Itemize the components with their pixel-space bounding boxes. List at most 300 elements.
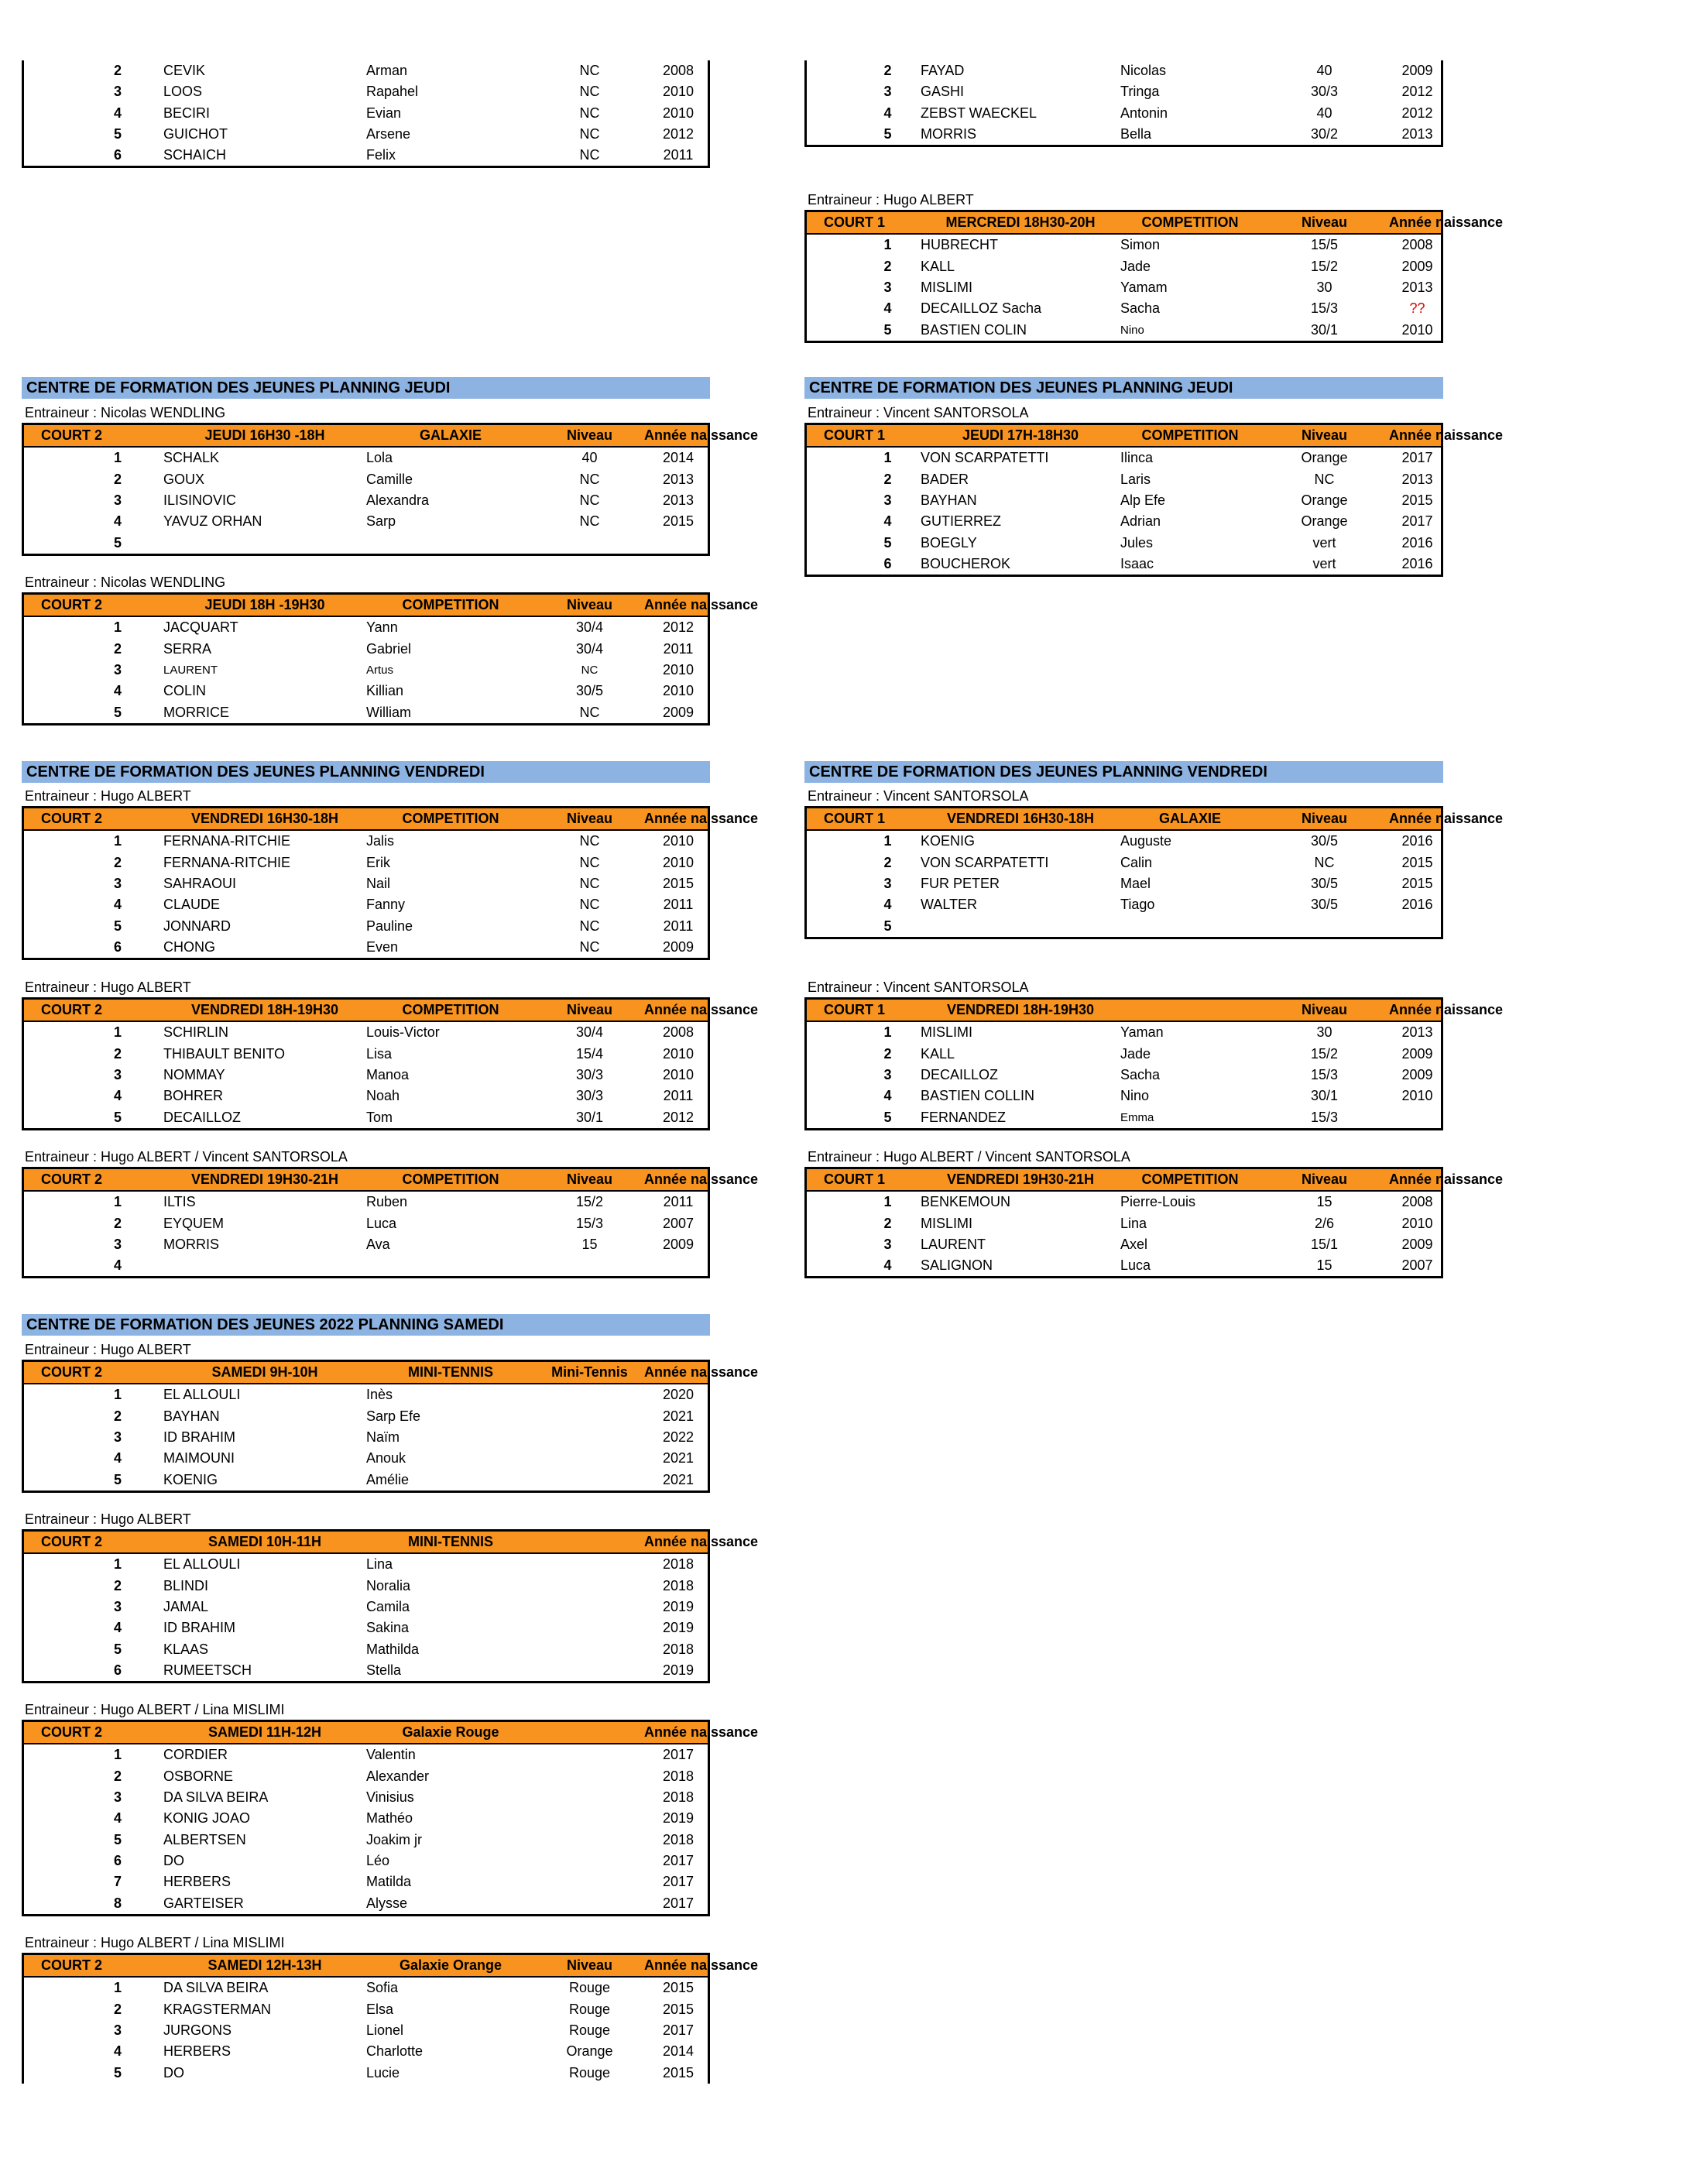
row-number: 3	[883, 1067, 892, 1083]
first-name: Matilda	[366, 1874, 412, 1890]
table-row	[807, 852, 1441, 873]
first-name: Mathilda	[366, 1641, 420, 1657]
first-name: Naïm	[366, 1429, 400, 1446]
last-name: JAMAL	[163, 1599, 209, 1615]
birth-year: 2014	[662, 450, 695, 466]
birth-year: 2017	[662, 1895, 695, 1911]
last-name: THIBAULT BENITO	[163, 1045, 286, 1062]
last-name: DA SILVA BEIRA	[163, 1980, 269, 1996]
last-name: ID BRAHIM	[163, 1429, 236, 1446]
row-number: 2	[113, 1768, 122, 1784]
birth-year: ??	[1409, 300, 1425, 317]
table-row	[24, 469, 708, 490]
birth-year: 2011	[663, 1194, 694, 1210]
last-name: JONNARD	[163, 918, 232, 934]
last-name: DECAILLOZ Sacha	[921, 300, 1042, 317]
last-name: ZEBST WAECKEL	[921, 105, 1037, 121]
table-row	[807, 298, 1441, 319]
coach-label: Entraineur : Vincent SANTORSOLA	[808, 788, 1029, 804]
birth-year-header: Année naissance	[644, 1171, 759, 1188]
row-number: 2	[113, 1577, 122, 1593]
row-number: 2	[883, 854, 892, 870]
last-name: OSBORNE	[163, 1768, 234, 1784]
first-name: Isaac	[1120, 555, 1154, 571]
table-row	[807, 1234, 1441, 1255]
birth-year: 2012	[1401, 84, 1433, 100]
birth-year: 2010	[662, 84, 695, 100]
first-name: Jade	[1120, 258, 1151, 274]
first-name: Tom	[366, 1109, 393, 1125]
birth-year: 2009	[662, 704, 695, 720]
banner-jeudi-right: CENTRE DE FORMATION DES JEUNES PLANNING JEUDI	[804, 377, 1443, 399]
last-name: CORDIER	[163, 1747, 228, 1763]
birth-year-header: Année naissance	[644, 1364, 759, 1381]
schedule-table-jeudi-court2-a	[22, 423, 759, 556]
first-name: Anouk	[366, 1450, 406, 1466]
row-number: 6	[113, 938, 122, 955]
level: Orange	[1301, 513, 1348, 530]
schedule-table-jeudi-court1	[804, 423, 1504, 577]
schedule-table-vendredi-court1-b	[804, 997, 1504, 1130]
row-number: 2	[113, 63, 122, 79]
birth-year: 2009	[1401, 1045, 1433, 1062]
birth-year: 2011	[663, 897, 694, 913]
table-header-row	[24, 1532, 759, 1554]
level-header: Niveau	[566, 1957, 613, 1974]
level: NC	[579, 704, 600, 720]
level-header: Niveau	[566, 1002, 613, 1018]
first-name: Bella	[1120, 126, 1152, 142]
birth-year: 2012	[1401, 105, 1433, 121]
row-number: 2	[883, 471, 892, 487]
row-number: 5	[113, 1471, 122, 1487]
last-name: EL ALLOULI	[163, 1387, 241, 1403]
row-number: 1	[113, 1556, 122, 1573]
level: 30/1	[1310, 321, 1339, 338]
last-name: JURGONS	[163, 2022, 232, 2039]
row-number: 4	[883, 300, 892, 317]
last-name: ILISINOVIC	[163, 492, 237, 509]
first-name: Manoa	[366, 1067, 410, 1083]
row-number: 1	[883, 1194, 892, 1210]
first-name: Alysse	[366, 1895, 408, 1911]
schedule-table-top-left	[22, 60, 710, 168]
table-header-row	[24, 1362, 759, 1384]
first-name: Yamam	[1120, 280, 1168, 296]
birth-year: 2013	[1401, 126, 1433, 142]
level: Rouge	[568, 1980, 611, 1996]
row-number: 3	[113, 662, 122, 678]
last-name: GOUX	[163, 471, 205, 487]
level: 15/5	[1310, 237, 1339, 253]
table-header-row	[24, 808, 759, 831]
last-name: EL ALLOULI	[163, 1556, 241, 1573]
row-number: 3	[883, 280, 892, 296]
last-name: DECAILLOZ	[163, 1109, 242, 1125]
row-number: 3	[883, 492, 892, 509]
schedule-table-vendredi-court1-a	[804, 806, 1504, 939]
level: 30/5	[1310, 876, 1339, 892]
table-row	[24, 1808, 708, 1829]
session-header: VENDREDI 16H30-18H	[946, 811, 1095, 827]
table-row	[24, 1660, 708, 1681]
level: NC	[579, 897, 600, 913]
group-header: COMPETITION	[402, 811, 499, 827]
level-header: Niveau	[1301, 811, 1348, 827]
first-name: Lola	[366, 450, 393, 466]
table-row	[807, 1044, 1441, 1065]
first-name: Louis-Victor	[366, 1024, 440, 1041]
table-row	[807, 81, 1441, 102]
birth-year: 2012	[662, 619, 695, 636]
row-number: 5	[113, 2064, 122, 2081]
row-number: 1	[113, 450, 122, 466]
first-name: Sacha	[1120, 1067, 1161, 1083]
level: Orange	[1301, 450, 1348, 466]
last-name: GASHI	[921, 84, 965, 100]
table-row	[24, 532, 708, 553]
birth-year: 2008	[662, 1024, 695, 1041]
row-number: 1	[883, 833, 892, 849]
birth-year: 2015	[662, 513, 695, 530]
row-number: 3	[113, 1429, 122, 1446]
level: 40	[1316, 105, 1332, 121]
row-number: 1	[883, 1024, 892, 1041]
group-header: MINI-TENNIS	[408, 1534, 493, 1550]
table-row	[807, 1086, 1441, 1106]
table-row	[24, 702, 708, 722]
row-number: 5	[113, 1109, 122, 1125]
court-header: COURT 2	[41, 1171, 103, 1188]
row-number: 5	[883, 1109, 892, 1125]
row-number: 4	[883, 897, 892, 913]
group-header: Galaxie Rouge	[402, 1724, 499, 1741]
birth-year: 2010	[662, 683, 695, 699]
birth-year: 2015	[662, 2001, 695, 2017]
schedule-table-top-right	[804, 60, 1443, 147]
last-name: MISLIMI	[921, 1024, 973, 1041]
first-name: Sacha	[1120, 300, 1161, 317]
birth-year: 2017	[662, 2022, 695, 2039]
level: NC	[579, 471, 600, 487]
row-number: 5	[113, 918, 122, 934]
birth-year: 2009	[1401, 1067, 1433, 1083]
table-row	[24, 1384, 708, 1405]
first-name: Nicolas	[1120, 63, 1167, 79]
level: NC	[579, 854, 600, 870]
group-header: COMPETITION	[402, 597, 499, 613]
birth-year-header: Année naissance	[644, 597, 759, 613]
court-header: COURT 2	[41, 1002, 103, 1018]
level: 30/2	[1310, 126, 1339, 142]
schedule-table-vendredi-court2-a	[22, 806, 759, 960]
birth-year: 2021	[662, 1408, 695, 1424]
first-name: Nail	[366, 876, 391, 892]
row-number: 4	[113, 1088, 122, 1104]
last-name: NOMMAY	[163, 1067, 225, 1083]
schedule-table-vendredi-court1-c	[804, 1167, 1504, 1278]
last-name: SAHRAOUI	[163, 876, 237, 892]
court-header: COURT 2	[41, 1957, 103, 1974]
row-number: 4	[113, 1257, 122, 1274]
last-name: DECAILLOZ	[921, 1067, 999, 1083]
birth-year: 2011	[663, 640, 694, 657]
table-row	[807, 831, 1441, 852]
first-name: Nino	[1120, 323, 1144, 337]
last-name: BOHRER	[163, 1088, 224, 1104]
court-header: COURT 1	[824, 1002, 886, 1018]
last-name: BOEGLY	[921, 534, 977, 551]
birth-year-header: Année naissance	[644, 1002, 759, 1018]
first-name: Adrian	[1120, 513, 1161, 530]
row-number: 3	[113, 1789, 122, 1806]
coach-label: Entraineur : Hugo ALBERT	[25, 1511, 191, 1527]
birth-year: 2008	[1401, 1194, 1433, 1210]
birth-year: 2018	[662, 1641, 695, 1657]
court-header: COURT 2	[41, 427, 103, 444]
birth-year: 2009	[1401, 258, 1433, 274]
court-header: COURT 1	[824, 214, 886, 231]
first-name: Ruben	[366, 1194, 408, 1210]
level-header: Niveau	[1301, 1171, 1348, 1188]
birth-year: 2015	[1401, 854, 1433, 870]
level: 15	[581, 1237, 598, 1253]
table-row	[807, 319, 1441, 340]
birth-year: 2017	[662, 1747, 695, 1763]
first-name: Léo	[366, 1852, 390, 1868]
last-name: BLINDI	[163, 1577, 209, 1593]
table-row	[24, 1448, 708, 1469]
level: NC	[579, 918, 600, 934]
level: 30/3	[575, 1088, 604, 1104]
session-header: VENDREDI 18H-19H30	[946, 1002, 1095, 1018]
last-name: JACQUART	[163, 619, 238, 636]
birth-year: 2009	[662, 938, 695, 955]
row-number: 1	[113, 1980, 122, 1996]
birth-year: 2021	[662, 1450, 695, 1466]
last-name: FERNANA-RITCHIE	[163, 833, 291, 849]
first-name: Sarp Efe	[366, 1408, 421, 1424]
level: 30/3	[1310, 84, 1339, 100]
table-row	[24, 1617, 708, 1638]
row-number: 2	[883, 63, 892, 79]
birth-year: 2010	[662, 105, 695, 121]
first-name: Arsene	[366, 126, 411, 142]
level: 15/2	[575, 1194, 604, 1210]
table-header-row	[24, 1722, 759, 1744]
table-row	[24, 1766, 708, 1787]
level: 30/5	[575, 683, 604, 699]
session-header: VENDREDI 18H-19H30	[190, 1002, 339, 1018]
table-header-row	[807, 808, 1504, 831]
coach-label: Entraineur : Hugo ALBERT	[808, 192, 974, 208]
row-number: 2	[113, 1045, 122, 1062]
birth-year: 2010	[662, 1067, 695, 1083]
row-number: 2	[883, 1215, 892, 1231]
court-header: COURT 2	[41, 811, 103, 827]
row-number: 3	[113, 876, 122, 892]
row-number: 3	[113, 84, 122, 100]
table-row	[24, 1255, 708, 1276]
level: 15/2	[1310, 1045, 1339, 1062]
first-name: Charlotte	[366, 2043, 424, 2060]
level: NC	[579, 938, 600, 955]
last-name: MISLIMI	[921, 280, 973, 296]
table-row	[24, 103, 708, 124]
first-name: Lina	[1120, 1215, 1147, 1231]
last-name: GUICHOT	[163, 126, 228, 142]
first-name: Arman	[366, 63, 408, 79]
birth-year-header: Année naissance	[644, 1957, 759, 1974]
table-header-row	[807, 212, 1504, 235]
birth-year: 2015	[1401, 492, 1433, 509]
first-name: William	[366, 704, 411, 720]
table-row	[24, 1892, 708, 1913]
table-row	[24, 1022, 708, 1043]
row-number: 4	[883, 1088, 892, 1104]
table-row	[24, 660, 708, 681]
first-name: Sofia	[366, 1980, 399, 1996]
table-row	[24, 915, 708, 936]
birth-year: 2017	[662, 1852, 695, 1868]
schedule-table-jeudi-court2-b	[22, 592, 759, 726]
last-name: MAIMOUNI	[163, 1450, 235, 1466]
level: NC	[579, 876, 600, 892]
table-row	[807, 277, 1441, 298]
schedule-table-vendredi-court2-b	[22, 997, 759, 1130]
level: Orange	[1301, 492, 1348, 509]
table-row	[807, 1192, 1441, 1213]
row-number: 4	[113, 897, 122, 913]
schedule-table-samedi-d	[22, 1953, 759, 2084]
first-name: Mathéo	[366, 1810, 413, 1827]
table-row	[24, 2020, 708, 2041]
table-row	[24, 1978, 708, 1998]
court-header: COURT 1	[824, 811, 886, 827]
group-header: Galaxie Orange	[399, 1957, 502, 1974]
last-name: MORRIS	[163, 1237, 219, 1253]
table-row	[24, 448, 708, 468]
first-name: Rapahel	[366, 84, 419, 100]
coach-label: Entraineur : Hugo ALBERT	[25, 788, 191, 804]
coach-label: Entraineur : Hugo ALBERT / Lina MISLIMI	[25, 1702, 285, 1717]
first-name: Calin	[1120, 854, 1153, 870]
row-number: 5	[113, 1831, 122, 1847]
level-header: Niveau	[566, 1171, 613, 1188]
first-name: Gabriel	[366, 640, 412, 657]
last-name: FAYAD	[921, 63, 965, 79]
last-name: DO	[163, 1852, 184, 1868]
row-number: 7	[113, 1874, 122, 1890]
row-number: 6	[113, 1662, 122, 1678]
level-header: Mini-Tennis	[551, 1364, 628, 1381]
birth-year: 2015	[662, 2064, 695, 2081]
birth-year: 2019	[662, 1662, 695, 1678]
level: 15	[1316, 1257, 1332, 1274]
first-name: Alp Efe	[1120, 492, 1166, 509]
last-name: WALTER	[921, 897, 978, 913]
row-number: 4	[113, 105, 122, 121]
last-name: CHONG	[163, 938, 215, 955]
level-header: Niveau	[1301, 427, 1348, 444]
last-name: SCHIRLIN	[163, 1024, 229, 1041]
row-number: 1	[883, 450, 892, 466]
birth-year: 2017	[1401, 450, 1433, 466]
row-number: 2	[113, 854, 122, 870]
birth-year: 2015	[662, 1980, 695, 1996]
row-number: 4	[113, 683, 122, 699]
level: 30/4	[575, 1024, 604, 1041]
birth-year: 2007	[1401, 1257, 1433, 1274]
last-name: BADER	[921, 471, 969, 487]
schedule-table-samedi-b	[22, 1529, 759, 1683]
level: NC	[1314, 471, 1335, 487]
last-name: BAYHAN	[163, 1408, 220, 1424]
first-name: Jalis	[366, 833, 395, 849]
last-name: FUR PETER	[921, 876, 1000, 892]
level: 15/1	[1310, 1237, 1339, 1253]
table-row	[807, 60, 1441, 81]
last-name: KLAAS	[163, 1641, 209, 1657]
coach-label: Entraineur : Hugo ALBERT / Lina MISLIMI	[25, 1935, 285, 1950]
table-row	[24, 1744, 708, 1765]
table-header-row	[807, 1000, 1504, 1022]
level: 30/1	[575, 1109, 604, 1125]
coach-label: Entraineur : Hugo ALBERT	[25, 1342, 191, 1357]
level: 15/3	[1310, 1067, 1339, 1083]
first-name: Pierre-Louis	[1120, 1194, 1196, 1210]
table-row	[807, 256, 1441, 277]
court-header: COURT 2	[41, 1724, 103, 1741]
coach-label: Entraineur : Hugo ALBERT / Vincent SANTORSOLA	[25, 1149, 348, 1165]
table-row	[24, 1851, 708, 1871]
first-name: Valentin	[366, 1747, 416, 1763]
table-row	[24, 145, 708, 166]
row-number: 4	[113, 1450, 122, 1466]
row-number: 8	[113, 1895, 122, 1911]
row-number: 5	[883, 918, 892, 934]
first-name: Felix	[366, 147, 396, 163]
birth-year: 2013	[662, 471, 695, 487]
level: NC	[579, 105, 600, 121]
first-name: Inès	[366, 1387, 393, 1403]
level: 15/3	[575, 1215, 604, 1231]
last-name: COLIN	[163, 683, 207, 699]
last-name: SCHALK	[163, 450, 220, 466]
table-row	[807, 894, 1441, 915]
first-name: Stella	[366, 1662, 402, 1678]
last-name: CLAUDE	[163, 897, 221, 913]
birth-year: 2016	[1401, 833, 1433, 849]
last-name: BOUCHEROK	[921, 555, 1011, 571]
last-name: ID BRAHIM	[163, 1620, 236, 1636]
first-name: Mael	[1120, 876, 1151, 892]
birth-year: 2022	[662, 1429, 695, 1446]
level: 30	[1316, 280, 1332, 296]
birth-year: 2008	[1401, 237, 1433, 253]
level: 2/6	[1314, 1215, 1335, 1231]
level: 15/2	[1310, 258, 1339, 274]
last-name: CEVIK	[163, 63, 206, 79]
row-number: 3	[113, 1067, 122, 1083]
birth-year: 2012	[662, 1109, 695, 1125]
session-header: SAMEDI 12H-13H	[207, 1957, 322, 1974]
birth-year: 2016	[1401, 534, 1433, 551]
birth-year: 2011	[663, 147, 694, 163]
first-name: Yaman	[1120, 1024, 1164, 1041]
level: 30/4	[575, 640, 604, 657]
first-name: Laris	[1120, 471, 1151, 487]
